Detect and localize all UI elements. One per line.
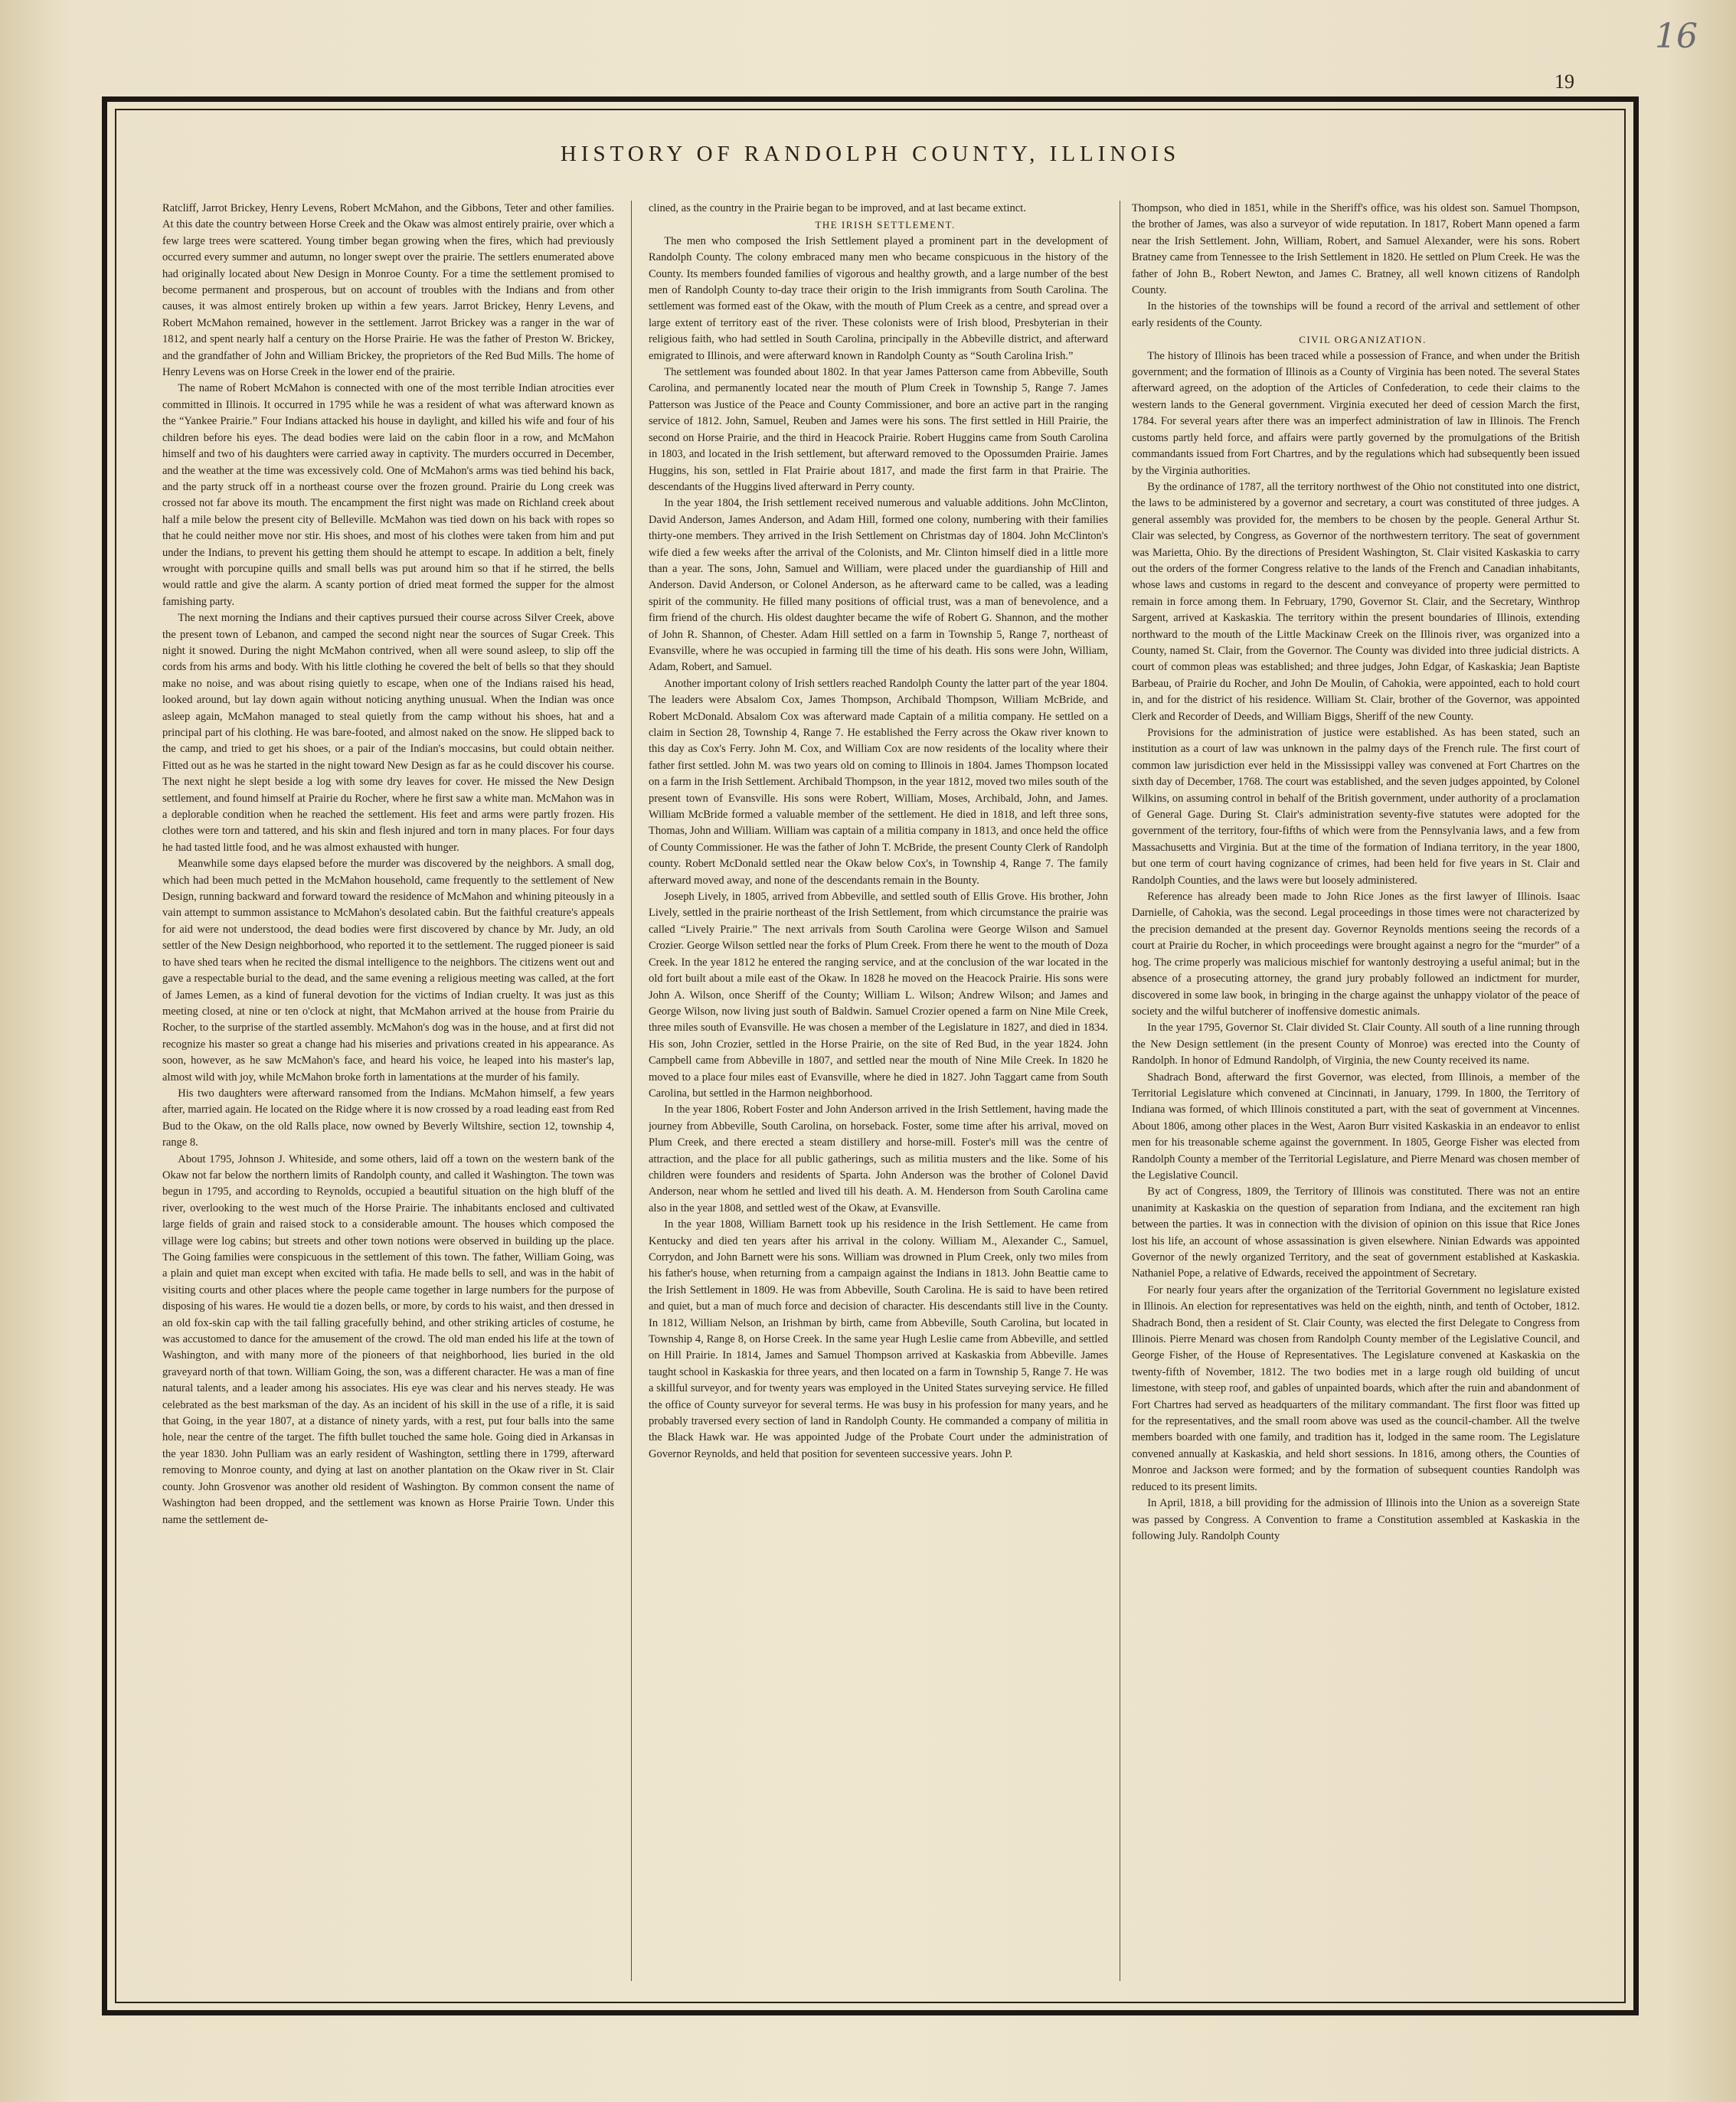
paragraph: Meanwhile some days elapsed before the murder was discovered by the neighbors. A small dog, which had been much petted in the McMahon household, came frequently to the settlement of New Design, running backward and forward toward the residence of McMahon and whining piteously in a vain attempt to summon assistance to McMahon's desolated cabin. But the faithful creature's appeals for aid were not understood, the dead bodies were first discovered by chance by Mr. Judy, an old settler of the New Design neighborhood, who reported it to the settlement. The rugged pioneer is said to have shed tears when he recited the dismal intelligence to the neighbors. The citizens went out and gave a respectable burial to the dead, and the same evening a religious meeting was called, at the fort of James Lemen, as a kind of funeral devotion for the victims of Indian cruelty. It was just as this meeting closed, at nine or ten o'clock at night, that McMahon arrived at the house from Prairie du Rocher, to the surprise of the startled assembly. McMahon's dog was in the house, and at first did not recognize his master so great a change had his miseries and privations created in his appearance. As soon, however, as he saw McMahon's face, and heard his voice, he leaped into his master's lap, almost wild with joy, while McMahon broke forth in lamentations at the murder of his family. — [162, 858, 614, 1084]
column-divider — [631, 201, 632, 1981]
paragraph: The name of Robert McMahon is connected with one of the most terrible Indian atrocities ever committed in Illinois. It occurred in 1795 while he was a resident of what was afterward known as the “Yankee Prairie.” Four Indians attacked his house in daylight, and killed his wife and four of his children before his eyes. The dead bodies were laid on the cabin floor in a row, and McMahon himself and two of his daughters were carried away in captivity. The murders occurred in December, and the weather at the time was excessively cold. One of McMahon's arms was tied behind his back, and the party struck off in a northeast course over the frozen ground. Prairie du Long creek was crossed not far above its mouth. The encampment the first night was made on Richland creek about half a mile below the present city of Belleville. McMahon was tied down on his back with ropes so that he could neither move nor stir. His shoes, and most of his clothes were taken from him and put under the Indians, to prevent his getting them should he attempt to escape. In addition a belt, finely wrought with porcupine quills and small bells was put around him so that if he stirred, the bells would rattle and give the alarm. A scanty portion of dried meat formed the supper for the almost famishing party. — [162, 382, 614, 608]
paragraph: Shadrach Bond, afterward the first Governor, was elected, from Illinois, a member of the Territorial Legislature which convened at Cincinnati, in January, 1799. In 1800, the Territory of Indiana was formed, of which Illinois constituted a part, with the seat of government at Vincennes. About 1806, among other places in the West, Aaron Burr visited Kaskaskia in an endeavor to enlist men for his treasonable scheme against the government. In 1805, George Fisher was elected from Randolph County a member of the Territorial Legislature, and Pierre Menard was chosen member of the Legislative Council. — [1132, 1071, 1580, 1182]
paragraph: For nearly four years after the organization of the Territorial Government no legislature existed in Illinois. An election for representatives was held on the eighth, ninth, and tenth of October, 1812. Shadrach Bond, then a resident of St. Clair County, was elected the first Delegate to Congress from Illinois. Pierre Menard was chosen from Randolph County member of the Legislative Council, and George Fisher, of the House of Representatives. The Legislature convened at Kaskaskia on the twenty-fifth of November, 1812. The two bodies met in a large rough old building of uncut limestone, with steep roof, and gables of unpainted boards, which after the ruin and abandonment of Fort Chartres had served as headquarters of the military commandant. The first floor was fitted up for the representatives, and the small room above was used as the council-chamber. All the twelve members boarded with one family, and tradition has it, lodged in the same room. The Legislature convened annually at Kaskaskia, and held short sessions. In 1816, among others, the Counties of Monroe and Jackson were formed; and by the formation of subsequent counties Randolph was reduced to its present limits. — [1132, 1283, 1580, 1493]
paragraph: The history of Illinois has been traced while a possession of France, and when under the British government; and the formation of Illinois as a County of Virginia has been noted. The several States afterward agreed, on the adoption of the Articles of Confederation, to cede their claims to the western lands to the General government. Virginia executed her deed of cession March the first, 1784. For several years after there was an imperfect administration of law in Illinois. The French customs partly held force, and affairs were partly governed by the promulgations of the British commandants issued from Fort Chartres, and by the regulations which had subsequently been issued by the Virginia authorities. — [1132, 349, 1580, 477]
column-right — [1132, 201, 1580, 1981]
paragraph: Joseph Lively, in 1805, arrived from Abbeville, and settled south of Ellis Grove. His brother, John Lively, settled in the prairie northeast of the Irish Settlement, from which circumstance the prairie was called “Lively Prairie.” The next arrivals from South Carolina were George Wilson and Samuel Crozier. George Wilson settled near the forks of Plum Creek. From there he went to the mouth of Doza Creek. In the year 1812 he entered the ranging service, and at the conclusion of the war located in the old fort built about a mile east of the Okaw. In 1828 he moved on the Heacock Prairie. His sons were John A. Wilson, once Sheriff of the County; William L. Wilson; Andrew Wilson; and James and George Wilson, now living just south of Baldwin. Samuel Crozier opened a farm on Nine Mile Creek, three miles south of Evansville. He was chosen a member of the Legislature in 1827, and died in 1834. His son, John Crozier, settled in the Horse Prairie, on the site of Red Bud, in the year 1824. John Campbell came from Abbeville in 1807, and settled near the mouth of Nine Mile Creek. In 1820 he moved to a place four miles east of Evansville, where he died in 1827. John Taggart came from South Carolina, but settled in the Harmon neighborhood. — [649, 891, 1108, 1100]
paragraph: The settlement was founded about 1802. In that year James Patterson came from Abbeville, South Carolina, and permanently located near the mouth of Plum Creek in Township 5, Range 7. James Patterson was Justice of the Peace and County Commissioner, and bore an active part in the ranging service of 1812. John, Samuel, Reuben and James were his sons. The first settled in Hill Prairie, the second on Horse Prairie, and the third in Heacock Prairie. Robert Huggins came from South Carolina in 1803, and located in the Irish settlement, but afterward removed to the Opossumden Prairie. James Huggins, his son, settled in Flat Prairie about 1817, and made the first farm in that Prairie. The descendants of the Huggins lived afterward in Perry county. — [649, 366, 1108, 493]
handwritten-annotation: 16 — [1655, 17, 1698, 56]
paragraph: Reference has already been made to John Rice Jones as the first lawyer of Illinois. Isaac Darnielle, of Cahokia, was the second. Legal proceedings in those times were not characterized by the precision demanded at the present day. Governor Reynolds mentions seeing the records of a court at Prairie du Rocher, in which proceedings were brought against a negro for the “murder” of a hog. The crime properly was malicious mischief for wantonly destroying a useful animal; but in the absence of a prosecuting attorney, the grand jury probably followed an indictment for murder, discovered in some law book, in bringing in the charge against the unhappy violator of the peace of society and the wilful butcherer of inoffensive domestic animals. — [1132, 891, 1580, 1018]
paragraph: The next morning the Indians and their captives pursued their course across Silver Creek, above the present town of Lebanon, and camped the second night near the sources of Sugar Creek. This night it snowed. During the night McMahon contrived, when all were sound asleep, to slip off the cords from his arms and body. With his little clothing he covered the belt of bells so that they should make no noise, and was about rising quietly to escape, when one of the Indians raised his head, looked around, but lay down again without noticing anything unusual. When the Indian was once asleep again, McMahon managed to steal quietly from the camp without his shoes, hat and a principal part of his clothing. He was bare-footed, and almost naked on the snow. He slipped back to the camp, and tried to get his shoes, or a pair of the Indian's moccasins, but could obtain neither. Fitted out as he was he started in the night toward New Design as far as he could discover his course. The next night he slept beside a log with some dry leaves for cover. He missed the New Design settlement, and found himself at Prairie du Rocher, where he first saw a white man. McMahon was in a deplorable condition when he reached the settlement. His feet and arms were partly frozen. His clothes were torn and tattered, and his skin and flesh injured and torn in many places. For four days he had tasted little food, and he was almost exhausted with hunger. — [162, 612, 614, 854]
paragraph: clined, as the country in the Prairie began to be improved, and at last became extinct. — [649, 202, 1026, 214]
paragraph: About 1795, Johnson J. Whiteside, and some others, laid off a town on the western bank of the Okaw not far below the northern limits of Randolph county, and called it Washington. The town was begun in 1795, and according to Reynolds, occupied a beautiful situation on the high bluff of the river, overlooking to the west much of the Horse Prairie. The inhabitants enclosed and cultivated large fields of grain and raised stock to a considerable amount. The houses which composed the village were log cabins; but streets and other town notions were observed in building up the place. The Going families were conspicuous in the settlement of this town. The father, William Going, was a plain and quiet man except when excited with tafia. He made bells to sell, and was in the habit of visiting courts and other places where the people came together in large numbers for the purpose of disposing of his wares. He would tie a dozen bells, or more, by cords to his waist, and then dressed in an old fox-skin cap with the tail falling gracefully behind, and other striking articles of costume, he was accustomed to dance for the amusement of the crowd. The old man ended his life at the town of Washington, and with many more of the pioneers of that neighborhood, lies buried in the old graveyard north of that town. William Going, the son, was a different character. He was a man of fine natural talents, and a leader among his associates. His eye was clear and his nerves steady. He was celebrated as the best marksman of the day. As an incident of his skill in the use of a rifle, it is said that Going, in the year 1807, at a distance of ninety yards, with a rest, put four balls into the same hole, near the centre of the target. The fifth bullet touched the same hole. Going died in Arkansas in the year 1830. John Pulliam was an early resident of Washington, settling there in 1799, afterward removing to Monroe county, and dying at last on another plantation on the Okaw river in St. Clair county. John Grosvenor was another old resident of Washington. By common consent the name of Washington had been dropped, and the settlement was known as Horse Prairie Town. Under this name the settlement de- — [162, 1152, 614, 1526]
column-middle — [649, 201, 1108, 1981]
column-left — [162, 201, 614, 1981]
paragraph: Thompson, who died in 1851, while in the Sheriff's office, was his oldest son. Samuel Thompson, the brother of James, was also a surveyor of wide reputation. In 1817, Robert Mann opened a farm near the Irish Settlement. John, William, Robert, and Samuel Alexander, were his sons. Robert Bratney came from Tennessee to the Irish Settlement in 1820. He settled on Plum Creek. He was the father of John B., Robert Newton, and James C. Bratney, all well known citizens of Randolph County. — [1132, 202, 1580, 297]
paragraph: By the ordinance of 1787, all the territory northwest of the Ohio not constituted into one district, the laws to be administered by a governor and secretary, a court was constituted of three judges. A general assembly was provided for, the members to be chosen by the people. General Arthur St. Clair was selected, by Congress, as Governor of the northwestern territory. The seat of government was Marietta, Ohio. By the directions of President Washington, St. Clair visited Kaskaskia to carry out the orders of the former Congress relative to the lands of the French and Canadian inhabitants, whose laws and customs in regard to the descent and conveyance of property were permitted to remain in force among them. In February, 1790, Governor St. Clair, and the Secretary, Winthrop Sargent, arrived at Kaskaskia. The territory within the present boundaries of Illinois, extending northward to the mouth of the Little Mackinaw Creek on the Illinois river, was organized into a County, named St. Clair, from the Governor. The County was divided into three judicial districts. A court of common pleas was established; and three judges, John Edgar, of Kaskaskia; Jean Baptiste Barbeau, of Prairie du Rocher, and John De Moulin, of Cahokia, were appointed, each to hold court in, and for the district of his residence. William St. Clair, brother of the Governor, was appointed Clerk and Recorder of Deeds, and William Biggs, Sheriff of the new County. — [1132, 480, 1580, 723]
paragraph: By act of Congress, 1809, the Territory of Illinois was constituted. There was not an entire unanimity at Kaskaskia on the question of separation from Indiana, and the excitement ran high between the parties. It was in connection with the division of opinion on this issue that Rice Jones lost his life, an account of whose assassination is given elsewhere. Ninian Edwards was appointed Governor of the newly organized Territory, and the seat of government established at Kaskaskia. Nathaniel Pope, a relative of Edwards, received the appointment of Secretary. — [1132, 1185, 1580, 1280]
paragraph: In the year 1808, William Barnett took up his residence in the Irish Settlement. He came from Kentucky and died ten years after his arrival in the colony. William M., Alexander C., Samuel, Corrydon, and John Barnett were his sons. William was drowned in Plum Creek, only two miles from his father's house, when returning from a campaign against the Indians in 1813. John Beattie came to the Irish Settlement in 1809. He was from Abbeville, South Carolina. He is said to have been retired and quiet, but a man of much force and decision of character. His descendants still live in the County. In 1812, William Nelson, an Irishman by birth, came from Abbeville, South Carolina, but located in Township 4, Range 8, on Horse Creek. In the same year Hugh Leslie came from Abbeville, and settled on Hill Prairie. In 1814, James and Samuel Thompson arrived at Kaskaskia from Abbeville. James taught school in Kaskaskia for three years, and then located on a farm in Township 5, Range 7. He was a skillful surveyor, and for twenty years was employed in the United States surveying service. He filled the office of County surveyor for several terms. He was busy in his profession for many years, and he probably traversed every section of land in Randolph County. He commanded a company of militia in the Black Hawk war. He was appointed Judge of the Probate Court under the administration of Governor Reynolds, and held that position for seventeen successive years. John P. — [649, 1218, 1108, 1460]
paragraph: In the histories of the townships will be found a record of the arrival and settlement of other early residents of the County. — [1132, 300, 1580, 329]
paragraph: His two daughters were afterward ransomed from the Indians. McMahon himself, a few years after, married again. He located on the Ridge where it is now crossed by a road leading east from Red Bud to the Okaw, on the old Ralls place, now owned by Beverly Wiltshire, section 12, township 4, range 8. — [162, 1087, 614, 1149]
paragraph: Provisions for the administration of justice were established. As has been stated, such an institution as a court of law was unknown in the palmy days of the French rule. The first court of common law jurisdiction ever held in the Mississippi valley was convened at Fort Chartres on the sixth day of December, 1768. The court was established, and the seven judges appointed, by Colonel Wilkins, on assuming control in behalf of the British government, under authority of a proclamation of General Gage. During St. Clair's administration seventy-five statutes were adopted for the government of the territory, four-fifths of which were from the Pennsylvania laws, and a few from Massachusetts and Virginia. But at the time of the formation of Indiana territory, in the year 1800, but one term of court having cognizance of crimes, had been held for five years in St. Clair and Randolph Counties, and the laws were but loosely administered. — [1132, 727, 1580, 887]
paragraph: Another important colony of Irish settlers reached Randolph County the latter part of the year 1804. The leaders were Absalom Cox, James Thompson, Archibald Thompson, William McBride, and Robert McDonald. Absalom Cox was afterward made Captain of a militia company. He settled on a claim in Section 28, Township 4, Range 7. He established the Ferry across the Okaw river known to this day as Cox's Ferry. John M. Cox, and William Cox are now residents of the locality where their father first settled. John M. was two years old on coming to Illinois in 1804. James Thompson located on a farm in the Irish Settlement. Archibald Thompson, in the year 1812, moved two miles south of the present town of Evansville. His sons were Robert, William, Moses, Archibald, John, and James. William McBride formed a valuable member of the settlement. He died in 1818, and left three sons, Thomas, John and William. William was captain of a militia company in 1813, and once held the office of County Commissioner. He was the father of John T. McBride, the present County Clerk of Randolph county. Robert McDonald settled near the Okaw below Cox's, in Township 4, Range 7. The family afterward moved away, and none of the descendants remain in the Bounty. — [649, 677, 1108, 887]
paragraph: In the year 1804, the Irish settlement received numerous and valuable additions. John McClinton, David Anderson, James Anderson, and Adam Hill, formed one colony, numbering with their families thirty-one members. They arrived in the Irish Settlement on Christmas day of 1804. John McClinton's wife died a few weeks after the arrival of the Colonists, and Mr. Clinton himself died in a little more than a year. The sons, John, Samuel and William, were placed under the guardianship of Hill and Anderson. David Anderson, or Colonel Anderson, as he afterward came to be called, was a leading spirit of the community. He filled many positions of official trust, was a man of benevolence, and a firm friend of the church. His oldest daughter became the wife of Robert G. Shannon, and the mother of John R. Shannon, of Chester. Adam Hill settled on a farm in Township 5, Range 7, northeast of Evansville, where he was occupied in farming till the time of his death. His sons were John, William, Adam, Robert, and Samuel. — [649, 497, 1108, 674]
paragraph: In April, 1818, a bill providing for the admission of Illinois into the Union as a sovereign State was passed by Congress. A Convention to frame a Constitution assembled at Kaskaskia in the following July. Randolph County — [1132, 1497, 1580, 1542]
page-number: 19 — [1555, 70, 1574, 93]
paragraph: Ratcliff, Jarrot Brickey, Henry Levens, Robert McMahon, and the Gibbons, Teter and other families. At this date the country between Horse Creek and the Okaw was almost entirely prairie, over which a few large trees were scattered. Young timber began growing when the fires, which had previously occurred every summer and autumn, no longer swept over the prairie. The settlers enumerated above had originally located about New Design in Monroe County. For a time the settlement promised to become permanent and prosperous, but on account of troubles with the Indians and from other causes, it was almost entirely broken up within a few years. Jarrot Brickey, Henry Levens, and Robert McMahon remained, however in the settlement. Jarrot Brickey was a ranger in the war of 1812, and spent nearly half a century on the Horse Prairie. He was the father of Preston W. Brickey, and the grandfather of John and William Brickey, the proprietors of the Red Bud Mills. The home of Henry Levens was on Horse Creek in the lower end of the prairie. — [162, 202, 614, 379]
paragraph: In the year 1795, Governor St. Clair divided St. Clair County. All south of a line running through the New Design settlement (in the present County of Monroe) was erected into the County of Randolph. In honor of Edmund Randolph, of Virginia, the new County received its name. — [1132, 1022, 1580, 1067]
paragraph: The men who composed the Irish Settlement played a prominent part in the development of Randolph County. The colony embraced many men who became conspicuous in the history of the County. Its members founded families of vigorous and healthy growth, and a large number of the best men of Randolph County to-day trace their origin to the Irish immigrants from South Carolina. The settlement was formed east of the Okaw, with the mouth of Plum Creek as a centre, and spread over a large extent of territory east of the river. These colonists were of Irish blood, Presbyterian in their religious faith, who had settled in South Carolina, principally in the Abbeville district, and afterward emigrated to Illinois, and were afterward known in Randolph County as “South Carolina Irish.” — [649, 234, 1108, 362]
section-heading: THE IRISH SETTLEMENT. — [815, 219, 956, 231]
paragraph: In the year 1806, Robert Foster and John Anderson arrived in the Irish Settlement, having made the journey from Abbeville, South Carolina, on horseback. Foster, some time after his arrival, moved on Plum Creek, and there erected a steam distillery and horse-mill. Foster's mill was the centre of attraction, and the place for all public gatherings, such as militia musters and the like. Some of his children were founders and residents of Sparta. John Anderson was the brother of Colonel David Anderson, near whom he settled and lived till his death. A. M. Henderson from South Carolina came also in the year 1808, and settled west of the Okaw, at Evansville. — [649, 1103, 1108, 1214]
section-heading: CIVIL ORGANIZATION. — [1299, 334, 1427, 346]
page-title: HISTORY OF RANDOLPH COUNTY, ILLINOIS — [560, 142, 1181, 166]
